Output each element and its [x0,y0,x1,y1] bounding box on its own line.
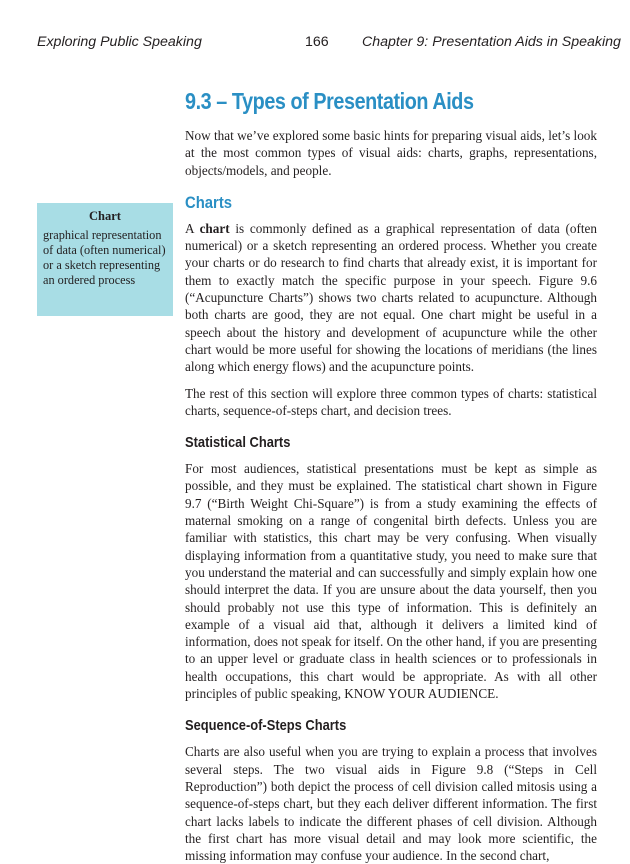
charts-paragraph-2: The rest of this section will explore three common types of charts: statistical charts, sequence-of-steps chart, and decision trees. [185,385,597,418]
section-title: 9.3 – Types of Presentation Aids [185,88,474,114]
glossary-sidebar [37,203,173,316]
charts-heading: Charts [185,193,233,212]
intro-paragraph: Now that we’ve explored some basic hints for preparing visual aids, let’s look at the most common types of visual aids: charts, graphs, representations, objects/models, and people. [185,128,597,178]
sequence-charts-heading: Sequence-of-Steps Charts [185,717,347,735]
charts-p1-rest: is commonly defined as a graphical representation of data (often numerical) or a sketch representing an ordered process. Whether you create your charts or do research to find charts that already exist, it is important for them to exactly match the specific purpose in your speech. Figure 9.6 (“Acupuncture Charts”) shows two charts related to acupuncture. Although both charts are good, they are not equal. One chart might be useful in a speech about the history and development of acupuncture while the other chart would be more useful for showing the locations of meridians (the lines along which energy flows) and the acupuncture points. [185,220,597,375]
book-title: Exploring Public Speaking [37,34,202,50]
charts-paragraph-1 [185,220,597,376]
main-content [185,84,597,864]
chart-term: chart [199,220,230,236]
glossary-definition: graphical representation of data (often numerical) or a sketch representing an ordered process [43,228,166,287]
charts-p1-start: A [185,220,200,236]
page-number: 166 [305,34,329,50]
chapter-title: Chapter 9: Presentation Aids in Speaking [362,34,621,50]
statistical-paragraph: For most audiences, statistical presentations must be kept as simple as possible, and they must be explained. The statistical chart shown in Figure 9.7 (“Birth Weight Chi-Square”) is from a study examining the effects of maternal smoking on a range of congenital birth defects. Unless you are familiar with statistics, this chart may be very confusing. When visually displaying information from a quantitative study, you need to make sure that you understand the material and can successfully and simply explain how one should interpret the data. If you are unsure about the data yourself, then you should probably not use this type of information. This is definitely an example of a visual aid that, although it delivers a limited kind of information, does not speak for itself. On the other hand, if you are presenting to an upper level or graduate class in health sciences or to professionals in health occupations, this chart would be appropriate. As with all other principles of public speaking, KNOW YOUR AUDIENCE. [185,461,597,702]
sequence-paragraph: Charts are also useful when you are trying to explain a process that involves several steps. The two visual aids in Figure 9.8 (“Steps in Cell Reproduction”) both depict the process of cell division called mitosis using a sequence-of-steps chart, but they each deliver different information. The first chart lacks labels to indicate the different phases of cell division. Although the first chart has more visual detail and may look more scientific, the missing information may confuse your audience. In the second chart, [185,744,597,864]
glossary-term: Chart [89,209,121,223]
statistical-charts-heading: Statistical Charts [185,434,291,452]
running-header [0,34,630,54]
